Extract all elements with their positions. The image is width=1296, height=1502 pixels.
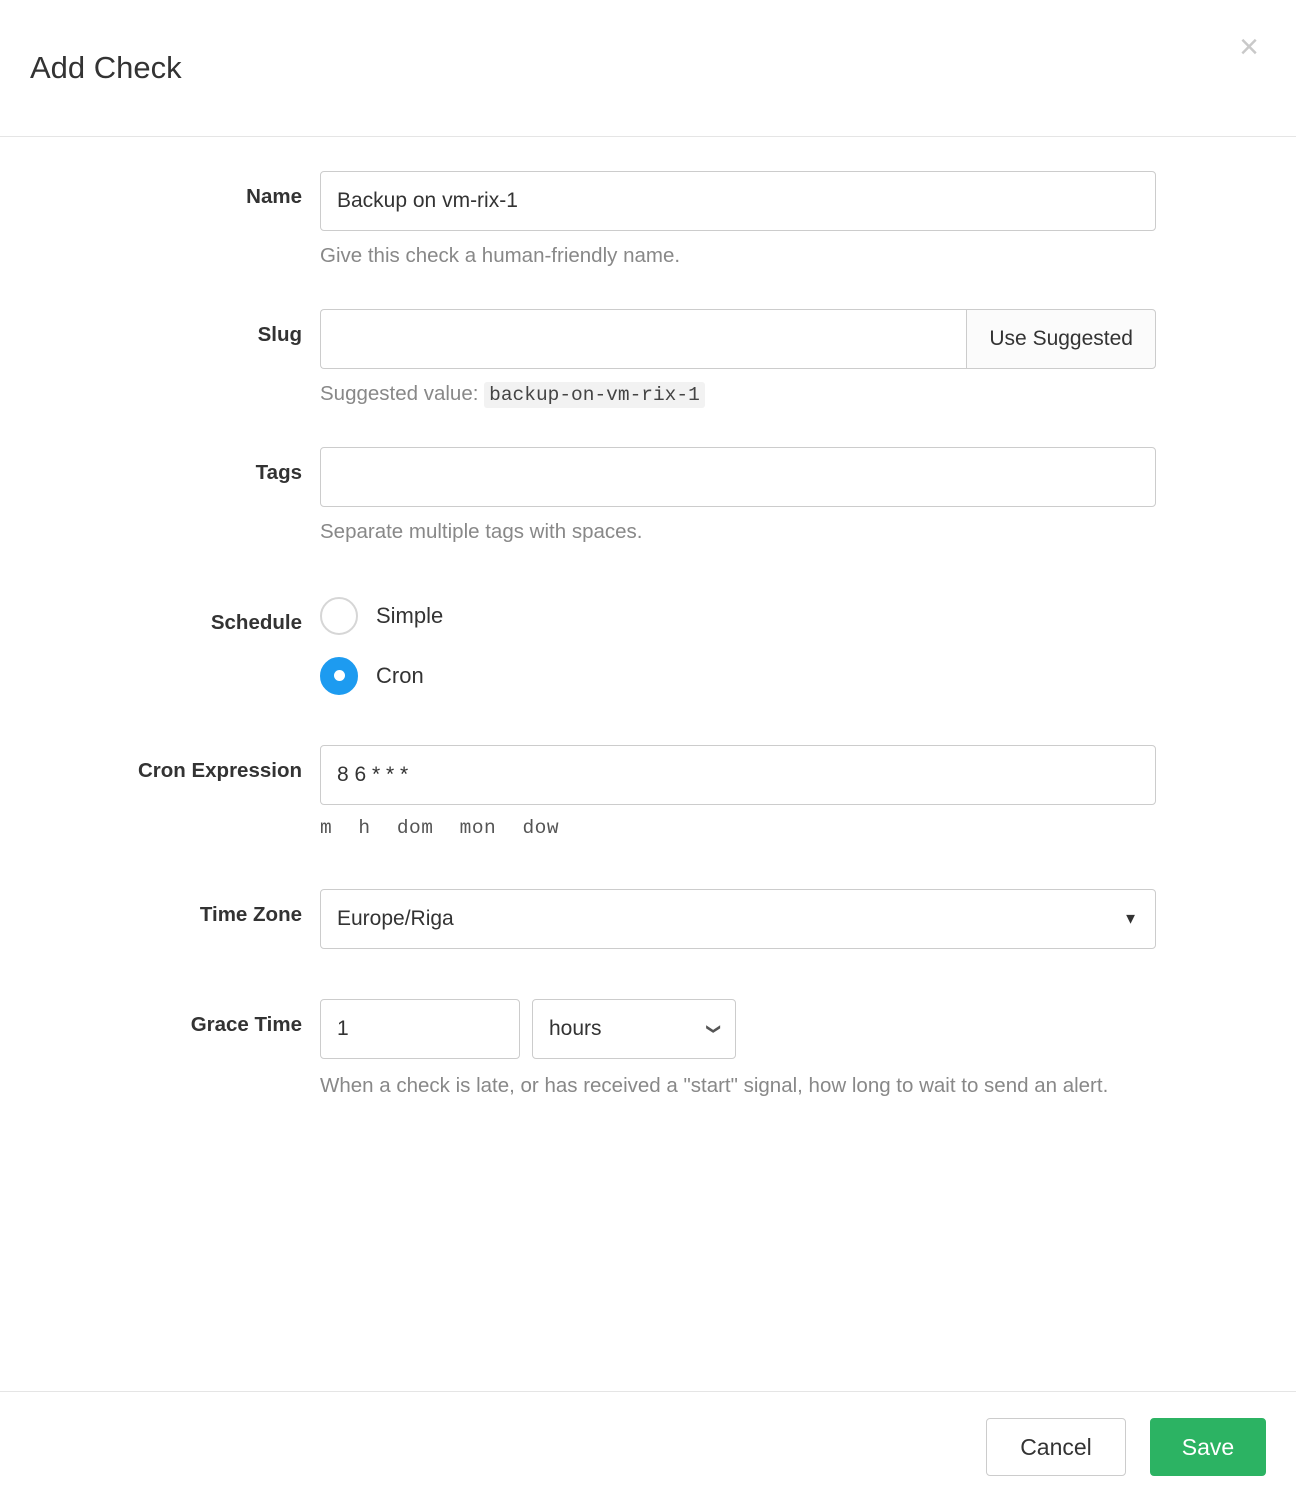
slug-input-group bbox=[320, 309, 1156, 369]
slug-field-wrap bbox=[320, 309, 1156, 409]
chevron-down-icon: ▼ bbox=[1123, 910, 1138, 928]
page-title: Add Check bbox=[30, 50, 182, 86]
cron-hint-hour: h bbox=[358, 816, 371, 839]
radio-unchecked-icon bbox=[320, 597, 358, 635]
form-row-schedule bbox=[0, 597, 1216, 695]
slug-input[interactable] bbox=[320, 309, 966, 369]
grace-time-amount-input[interactable] bbox=[320, 999, 520, 1059]
radio-label-cron: Cron bbox=[376, 662, 424, 688]
schedule-options bbox=[320, 597, 1156, 695]
use-suggested-button[interactable]: Use Suggested bbox=[966, 309, 1156, 369]
form-row-cron-expression bbox=[0, 745, 1216, 839]
form-row-tags bbox=[0, 447, 1216, 547]
grace-time-field-wrap bbox=[320, 999, 1156, 1101]
time-zone-select[interactable] bbox=[320, 889, 1156, 949]
slug-suggested-value: backup-on-vm-rix-1 bbox=[484, 382, 705, 408]
radio-schedule-cron[interactable] bbox=[320, 657, 1156, 695]
slug-help-prefix: Suggested value: bbox=[320, 381, 479, 405]
form-row-time-zone bbox=[0, 889, 1216, 949]
cron-expression-hint bbox=[320, 817, 1156, 839]
grace-time-unit-select[interactable] bbox=[532, 999, 736, 1059]
slug-label: Slug bbox=[257, 322, 302, 346]
tags-input[interactable] bbox=[320, 447, 1156, 507]
name-help-text: Give this check a human-friendly name. bbox=[320, 244, 681, 267]
close-icon[interactable]: × bbox=[1232, 30, 1266, 64]
radio-label-simple: Simple bbox=[376, 602, 444, 628]
schedule-label: Schedule bbox=[210, 610, 302, 634]
radio-checked-icon bbox=[320, 657, 358, 695]
form-row-name bbox=[0, 171, 1216, 271]
cron-expression-input[interactable] bbox=[320, 745, 1156, 805]
cron-hint-dom: dom bbox=[396, 816, 434, 839]
dialog-header bbox=[0, 0, 1296, 137]
cron-expression-label: Cron Expression bbox=[137, 758, 302, 782]
chevron-down-icon: ❯ bbox=[706, 1022, 723, 1035]
time-zone-select-wrap bbox=[320, 889, 1156, 949]
cancel-button[interactable]: Cancel bbox=[986, 1418, 1126, 1476]
grace-time-help-text: When a check is late, or has received a "start" signal, how long to wait to send an alert. bbox=[320, 1073, 1109, 1097]
tags-label: Tags bbox=[255, 460, 302, 484]
dialog-footer bbox=[0, 1391, 1296, 1502]
tags-field-wrap bbox=[320, 447, 1156, 547]
grace-time-unit-wrap bbox=[532, 999, 736, 1059]
time-zone-field-wrap bbox=[320, 889, 1156, 949]
grace-time-label: Grace Time bbox=[190, 1012, 302, 1036]
radio-schedule-simple[interactable] bbox=[320, 597, 1156, 635]
name-label: Name bbox=[246, 185, 302, 208]
cron-hint-mon: mon bbox=[459, 816, 497, 839]
slug-help-text bbox=[320, 379, 1156, 409]
name-field-wrap bbox=[320, 171, 1156, 271]
save-button[interactable]: Save bbox=[1150, 1418, 1266, 1476]
form-row-grace-time bbox=[0, 999, 1216, 1101]
time-zone-label: Time Zone bbox=[199, 902, 302, 926]
cron-hint-minute: m bbox=[320, 816, 333, 839]
grace-time-controls bbox=[320, 999, 1156, 1059]
grace-time-amount-wrap bbox=[320, 999, 520, 1059]
form-row-slug bbox=[0, 309, 1216, 409]
tags-help-text: Separate multiple tags with spaces. bbox=[320, 519, 643, 543]
cron-hint-dow: dow bbox=[522, 816, 560, 839]
cron-expression-field-wrap bbox=[320, 745, 1156, 839]
name-input[interactable] bbox=[320, 171, 1156, 231]
dialog-body bbox=[0, 137, 1296, 1391]
